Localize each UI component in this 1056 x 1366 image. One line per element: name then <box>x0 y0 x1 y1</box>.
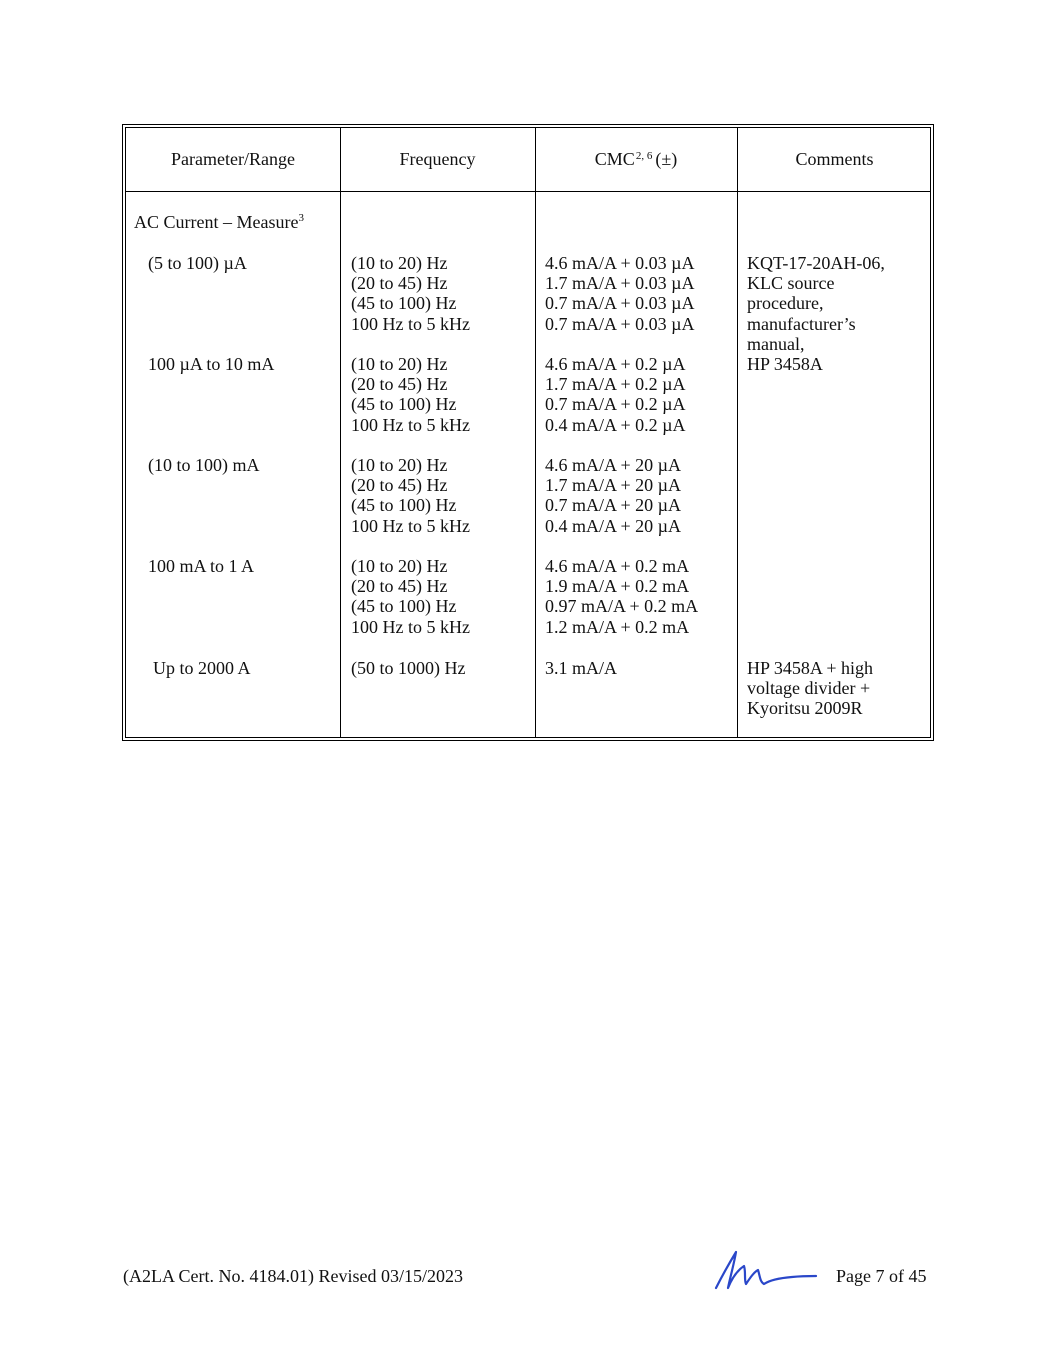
column-divider <box>535 128 536 737</box>
range-cell: (5 to 100) µA <box>148 253 247 273</box>
cmc-cell <box>545 354 686 435</box>
cmc-line: 1.9 mA/A + 0.2 mA <box>545 576 690 597</box>
comment-line: manual, <box>747 333 805 354</box>
comments-cell <box>747 658 873 719</box>
comment-line: procedure, <box>747 293 824 314</box>
cmc-line: 0.7 mA/A + 0.2 µA <box>545 394 686 415</box>
footer-cert: (A2LA Cert. No. 4184.01) Revised 03/15/2023 <box>123 1266 463 1286</box>
comment-line: Kyoritsu 2009R <box>747 698 863 719</box>
cmc-line: 1.7 mA/A + 0.2 µA <box>545 374 686 395</box>
cmc-line: 0.7 mA/A + 20 µA <box>545 495 682 516</box>
cmc-line: 1.7 mA/A + 0.03 µA <box>545 273 695 294</box>
frequency-line: (20 to 45) Hz <box>351 374 448 395</box>
header-cmc-footnote: 2, 6 <box>635 149 653 162</box>
comment-line: HP 3458A <box>747 354 823 375</box>
comment-line: voltage divider + <box>747 678 871 699</box>
scope-table <box>122 124 934 741</box>
cmc-line: 0.97 mA/A + 0.2 mA <box>545 596 699 617</box>
scope-table-inner <box>125 127 931 738</box>
section-title-footnote: 3 <box>298 212 304 224</box>
cmc-cell <box>545 658 617 678</box>
cmc-line: 0.7 mA/A + 0.03 µA <box>545 293 695 314</box>
footer-page-number: Page 7 of 45 <box>836 1266 927 1286</box>
frequency-cell <box>351 658 465 678</box>
cmc-cell <box>545 455 681 536</box>
cmc-line: 4.6 mA/A + 0.2 mA <box>545 556 690 576</box>
frequency-line: (10 to 20) Hz <box>351 556 448 576</box>
header-cmc-suffix: (±) <box>655 149 678 169</box>
cmc-line: 4.6 mA/A + 0.2 µA <box>545 354 686 374</box>
frequency-line: (20 to 45) Hz <box>351 475 448 496</box>
comment-line: HP 3458A + high <box>747 658 873 678</box>
frequency-cell <box>351 253 470 334</box>
header-frequency <box>340 128 535 191</box>
cmc-cell <box>545 253 695 334</box>
cmc-line: 4.6 mA/A + 20 µA <box>545 455 682 475</box>
frequency-line: (45 to 100) Hz <box>351 596 457 617</box>
frequency-cell <box>351 455 470 536</box>
frequency-line: (10 to 20) Hz <box>351 455 448 475</box>
cmc-cell <box>545 556 698 637</box>
header-parameter-range <box>126 128 340 191</box>
comment-line: KLC source <box>747 273 835 294</box>
signature-icon <box>710 1244 820 1294</box>
frequency-line: (20 to 45) Hz <box>351 576 448 597</box>
comment-line: manufacturer’s <box>747 313 856 334</box>
frequency-line: 100 Hz to 5 kHz <box>351 414 470 435</box>
cmc-line: 0.7 mA/A + 0.03 µA <box>545 313 695 334</box>
frequency-line: 100 Hz to 5 kHz <box>351 616 470 637</box>
frequency-line: 100 Hz to 5 kHz <box>351 313 470 334</box>
frequency-line: 100 Hz to 5 kHz <box>351 515 470 536</box>
range-cell: 100 µA to 10 mA <box>148 354 275 374</box>
comment-line: KQT-17-20AH-06, <box>747 253 885 273</box>
header-comments-text: Comments <box>795 149 874 169</box>
section-title-text: AC Current – Measure <box>134 212 299 232</box>
frequency-line: (45 to 100) Hz <box>351 293 457 314</box>
range-cell: (10 to 100) mA <box>148 455 260 475</box>
header-parameter-range-text: Parameter/Range <box>171 149 295 169</box>
header-divider <box>126 191 930 192</box>
frequency-line: (45 to 100) Hz <box>351 495 457 516</box>
header-cmc-text: CMC <box>594 149 635 169</box>
column-divider <box>737 128 738 737</box>
range-cell: 100 mA to 1 A <box>148 556 255 576</box>
frequency-cell <box>351 354 470 435</box>
frequency-line: (50 to 1000) Hz <box>351 658 466 678</box>
cmc-line: 1.7 mA/A + 20 µA <box>545 475 682 496</box>
cmc-line: 3.1 mA/A <box>545 658 617 678</box>
frequency-line: (10 to 20) Hz <box>351 253 448 273</box>
column-divider <box>340 128 341 737</box>
cmc-line: 4.6 mA/A + 0.03 µA <box>545 253 695 273</box>
section-title <box>134 212 304 232</box>
header-frequency-text: Frequency <box>399 149 476 169</box>
header-cmc <box>535 128 737 191</box>
cmc-line: 0.4 mA/A + 20 µA <box>545 515 682 536</box>
frequency-line: (45 to 100) Hz <box>351 394 457 415</box>
cmc-line: 1.2 mA/A + 0.2 mA <box>545 616 690 637</box>
frequency-line: (10 to 20) Hz <box>351 354 448 374</box>
frequency-line: (20 to 45) Hz <box>351 273 448 294</box>
header-comments <box>737 128 932 191</box>
frequency-cell <box>351 556 470 637</box>
range-cell: Up to 2000 A <box>153 658 251 678</box>
comments-cell <box>747 253 885 374</box>
cmc-line: 0.4 mA/A + 0.2 µA <box>545 414 686 435</box>
